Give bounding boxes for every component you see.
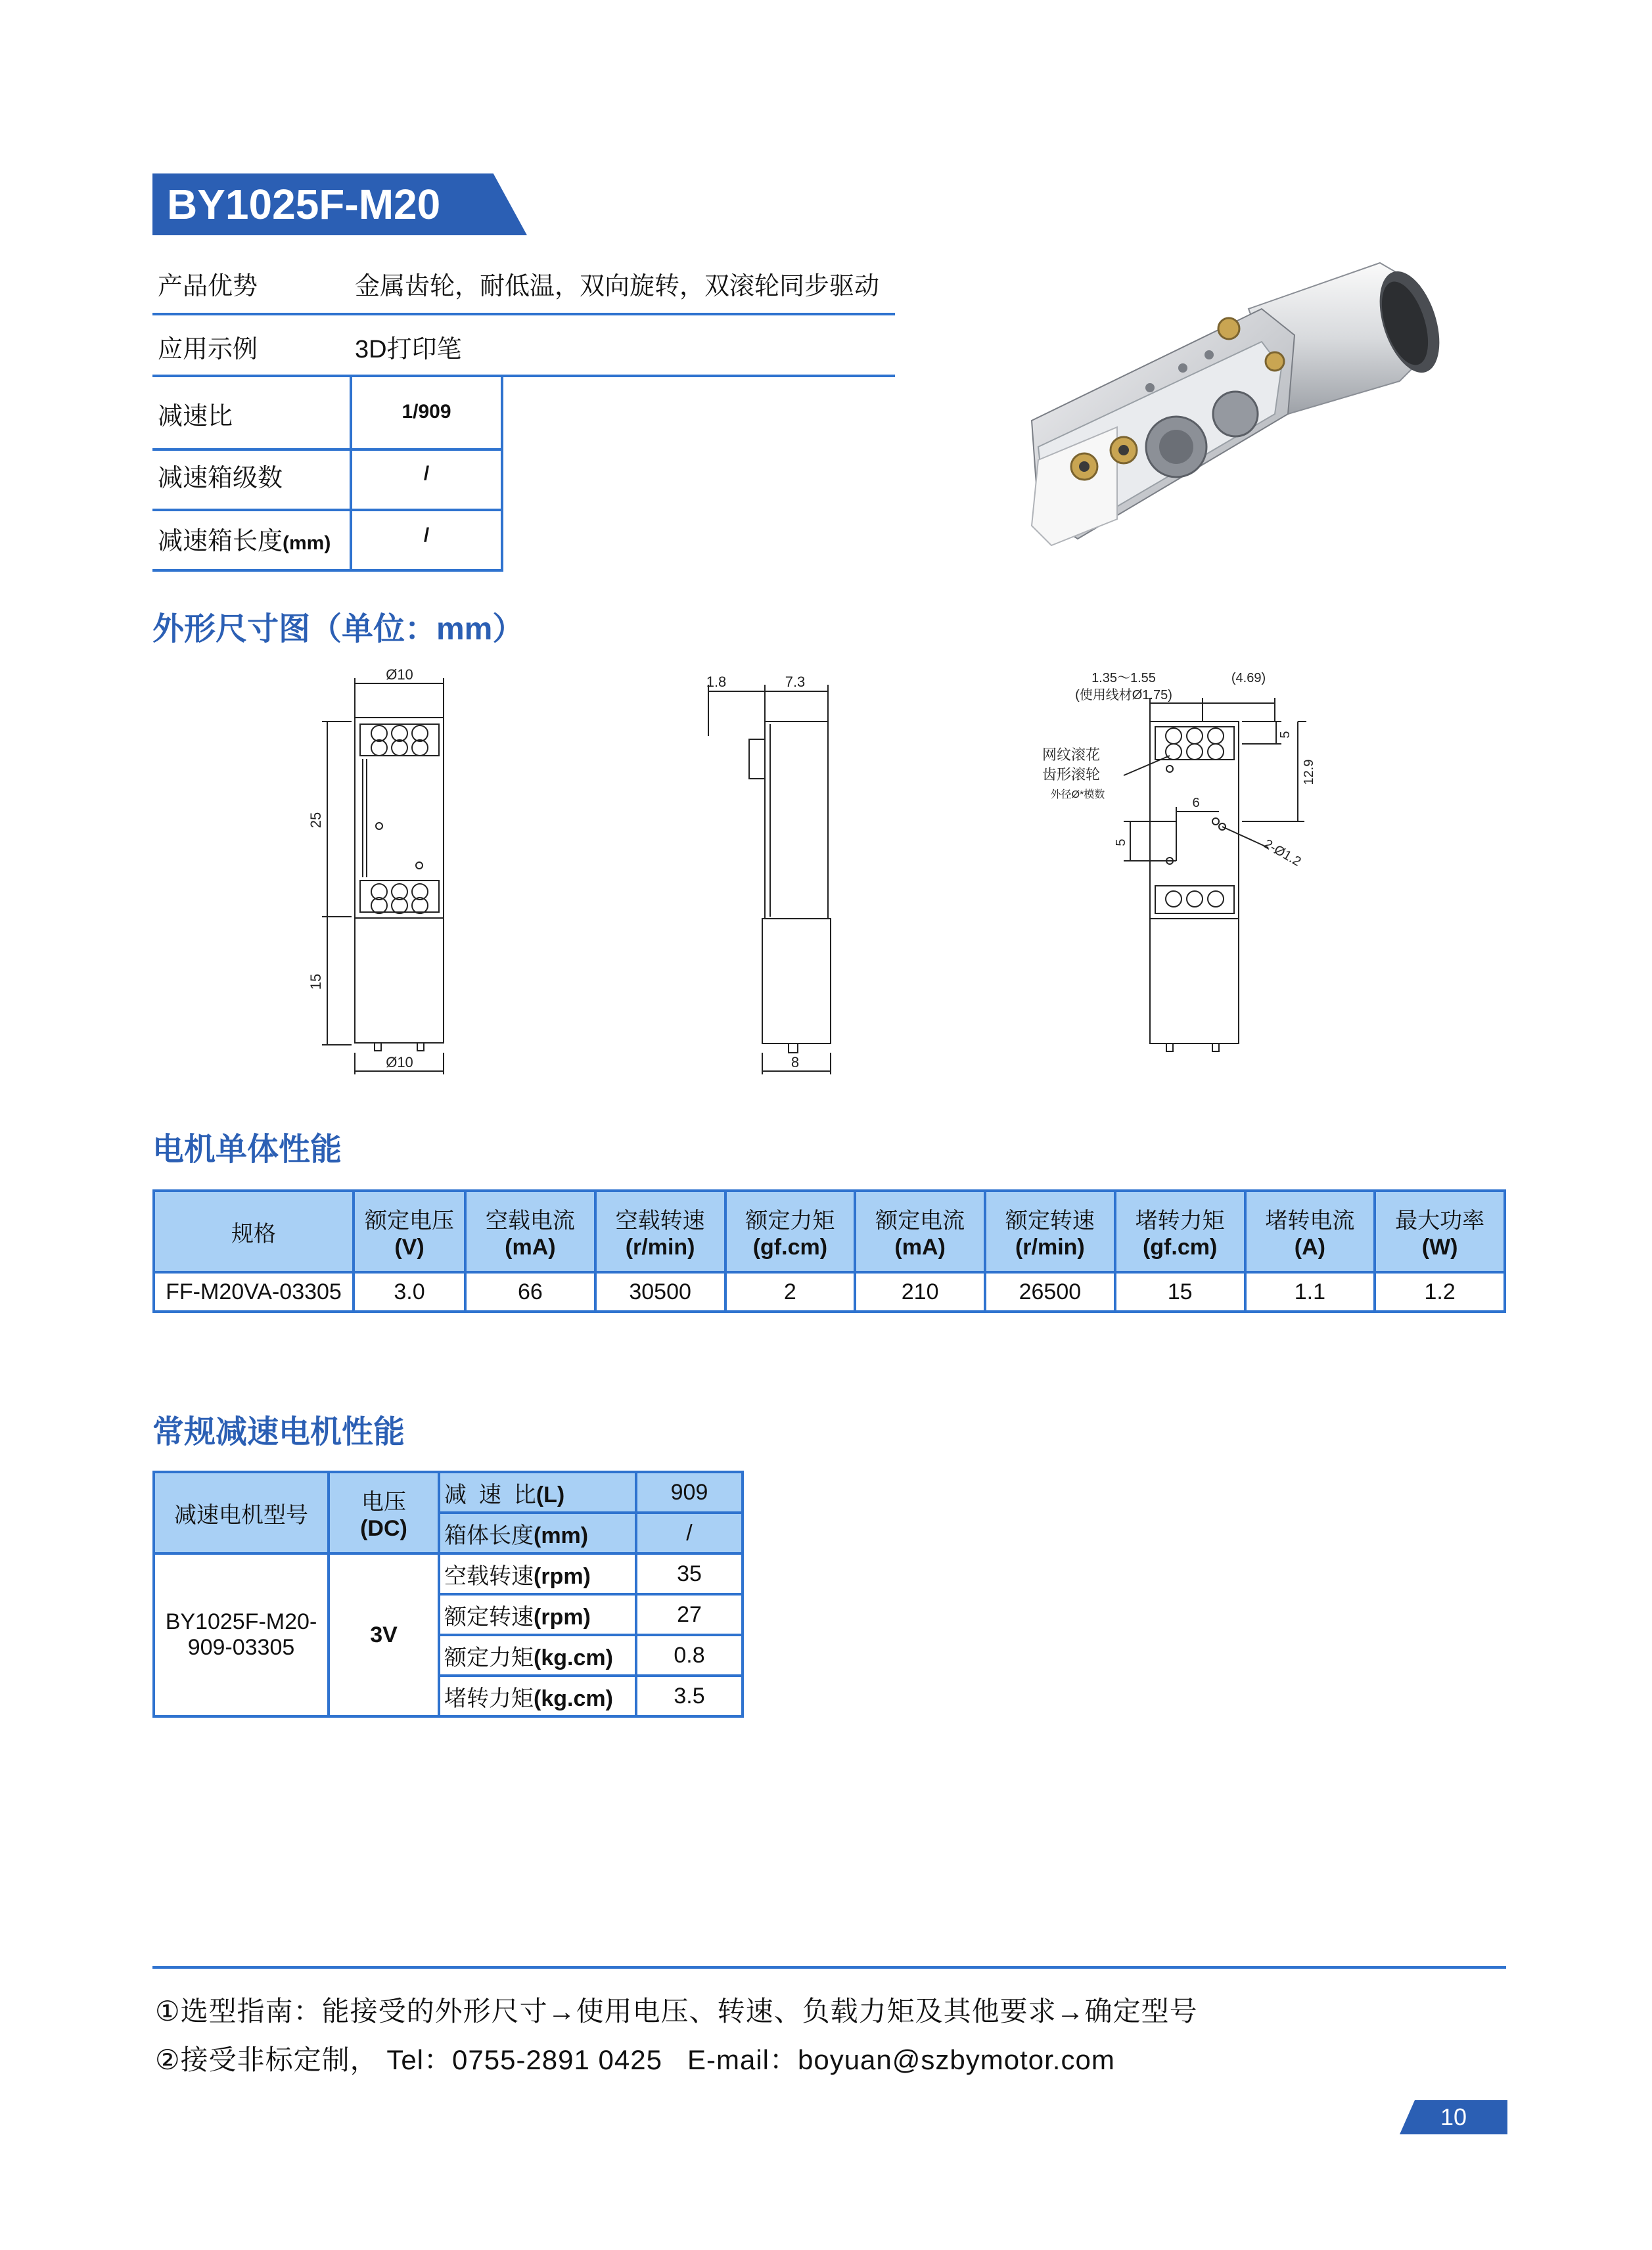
header-cell: [985, 1191, 1115, 1272]
model-title-tag: [152, 173, 527, 235]
divider: [152, 313, 895, 315]
gear-perf-heading: 常规减速电机性能: [152, 1415, 405, 1450]
dim-front-bottom: Ø10: [386, 1054, 413, 1070]
product-photo: [1012, 250, 1472, 565]
voltage-cell: 3V: [329, 1553, 439, 1716]
ratio-value: 1/909: [402, 401, 451, 423]
header-cell: 减速电机型号: [154, 1472, 329, 1553]
stages-value: /: [423, 463, 430, 484]
detail-view-drawing: [1032, 664, 1347, 1084]
header-cell: [725, 1191, 856, 1272]
table-cell: 0.8: [636, 1635, 743, 1676]
divider: [152, 448, 503, 451]
header-cell: [465, 1191, 595, 1272]
header-text: 额定力矩: [745, 1208, 835, 1233]
table-cell: FF-M20VA-03305: [154, 1272, 354, 1312]
page-number: 10: [1440, 2103, 1467, 2130]
header-cell: [329, 1472, 439, 1553]
table-cell: 26500: [985, 1272, 1115, 1312]
header-text: 额定电压: [365, 1208, 454, 1233]
dim-wire-note: (使用线材Ø1.75): [1075, 688, 1172, 702]
header-cell: /: [636, 1513, 743, 1553]
header-cell: [595, 1191, 725, 1272]
application-label: 应用示例: [158, 336, 258, 363]
row-label: 空载转速: [444, 1563, 534, 1589]
table-cell: 35: [636, 1553, 743, 1594]
motor-perf-table: [152, 1189, 1506, 1313]
header-text: 堵转电流: [1265, 1208, 1355, 1233]
divider: [152, 569, 503, 572]
header-text: 空载电流: [485, 1208, 575, 1233]
advantage-label: 产品优势: [158, 273, 258, 300]
motor-perf-heading: 电机单体性能: [152, 1132, 342, 1167]
length-unit: (mm): [283, 532, 331, 554]
table-cell: 1.2: [1375, 1272, 1505, 1312]
header-cell: 909: [636, 1472, 743, 1513]
row-unit: (rpm): [534, 1563, 591, 1589]
header-cell: [1115, 1191, 1245, 1272]
front-view-drawing: [289, 664, 486, 1084]
dim-ref: (4.69): [1231, 671, 1266, 685]
header-cell: [1375, 1191, 1505, 1272]
table-cell: 2: [725, 1272, 856, 1312]
table-cell: 1.1: [1245, 1272, 1375, 1312]
table-cell: [439, 1635, 636, 1676]
model-title: BY1025F-M20: [167, 181, 441, 228]
header-cell: [855, 1191, 985, 1272]
header-unit: (mm): [534, 1523, 589, 1548]
dim-holes: 2-Ø1.2: [1261, 837, 1304, 869]
dim-front-top: Ø10: [386, 666, 413, 683]
row-label: 额定力矩: [444, 1645, 534, 1670]
header-unit: (W): [1421, 1235, 1458, 1260]
header-unit: (r/min): [625, 1235, 695, 1260]
footer-note-2: ②接受非标定制， Tel：0755-2891 0425 E-mail：boyuan@szbymotor.com: [155, 2044, 1115, 2075]
table-row: [154, 1472, 743, 1513]
dim-front-motor: 15: [308, 973, 324, 990]
header-unit: (V): [394, 1235, 424, 1260]
divider: [152, 509, 503, 511]
table-cell: [439, 1676, 636, 1716]
dim-front-gear: 25: [308, 812, 324, 829]
header-cell: [1245, 1191, 1375, 1272]
table-cell: 66: [465, 1272, 595, 1312]
header-cell: [439, 1513, 636, 1553]
stages-label: 减速箱级数: [158, 465, 283, 492]
row-label: 额定转速: [444, 1604, 534, 1630]
header-text: 减 速 比: [444, 1482, 536, 1507]
header-text: 额定电流: [875, 1208, 965, 1233]
side-view-drawing: [697, 664, 854, 1084]
header-unit: (DC): [360, 1516, 407, 1541]
dim-6: 6: [1192, 796, 1200, 810]
dim-5-left: 5: [1114, 838, 1128, 846]
row-unit: (kg.cm): [534, 1645, 613, 1670]
footer-divider: [152, 1966, 1506, 1969]
divider: [152, 375, 895, 377]
header-unit: (gf.cm): [752, 1235, 828, 1260]
dim-side-bottom: 8: [791, 1054, 800, 1070]
header-unit: (mA): [894, 1235, 946, 1260]
header-text: 额定转速: [1005, 1208, 1095, 1233]
ratio-label: 减速比: [158, 403, 233, 430]
header-cell: [154, 1191, 354, 1272]
table-cell: 3.0: [354, 1272, 465, 1312]
table-header-row: [154, 1191, 1505, 1272]
dim-side-b: 7.3: [785, 674, 806, 690]
header-unit: (gf.cm): [1142, 1235, 1218, 1260]
advantage-value: 金属齿轮，耐低温，双向旋转，双滚轮同步驱动: [355, 273, 880, 300]
footer-note-1: ①选型指南：能接受的外形尺寸→使用电压、转速、负载力矩及其他要求→确定型号: [155, 1996, 1198, 2027]
length-value: /: [423, 524, 430, 546]
table-row: [154, 1272, 1505, 1312]
application-value: 3D打印笔: [355, 336, 462, 363]
header-text: 规格: [231, 1221, 276, 1247]
dim-5-top: 5: [1278, 731, 1293, 739]
header-unit: (mA): [505, 1235, 556, 1260]
page-number-tag: [1400, 2100, 1507, 2134]
table-cell: 210: [855, 1272, 985, 1312]
table-cell: [439, 1594, 636, 1635]
length-label-text: 减速箱长度: [158, 528, 283, 555]
header-text: 电压: [361, 1490, 406, 1515]
header-cell: [439, 1472, 636, 1513]
dim-12-9: 12.9: [1302, 759, 1316, 785]
knurl-label-2: 齿形滚轮: [1042, 766, 1101, 783]
header-unit: (r/min): [1015, 1235, 1085, 1260]
dim-range: 1.35～1.55: [1091, 671, 1156, 685]
outer-dia-label: 外径Ø*模数: [1050, 789, 1105, 800]
dim-side-a: 1.8: [706, 674, 727, 690]
divider: [501, 375, 503, 570]
model-line: 909-03305: [187, 1635, 295, 1660]
header-text: 箱体长度: [444, 1523, 534, 1548]
gear-perf-table: [152, 1471, 744, 1718]
row-label: 堵转力矩: [444, 1686, 534, 1711]
table-cell: 15: [1115, 1272, 1245, 1312]
knurl-label-1: 网纹滚花: [1042, 746, 1101, 763]
row-unit: (kg.cm): [534, 1686, 613, 1711]
table-row: [154, 1553, 743, 1594]
model-line: BY1025F-M20-: [165, 1609, 317, 1634]
header-text: 最大功率: [1395, 1208, 1485, 1233]
length-label: [158, 520, 331, 557]
table-cell: [439, 1553, 636, 1594]
header-unit: (L): [536, 1482, 565, 1507]
header-cell: [354, 1191, 465, 1272]
dimensions-heading: 外形尺寸图（单位：mm）: [152, 612, 524, 647]
header-text: 堵转力矩: [1135, 1208, 1225, 1233]
table-cell: 3.5: [636, 1676, 743, 1716]
table-cell: 27: [636, 1594, 743, 1635]
model-cell: [154, 1553, 329, 1716]
header-text: 空载转速: [615, 1208, 705, 1233]
table-cell: 30500: [595, 1272, 725, 1312]
row-unit: (rpm): [534, 1604, 591, 1630]
header-unit: (A): [1294, 1235, 1325, 1260]
